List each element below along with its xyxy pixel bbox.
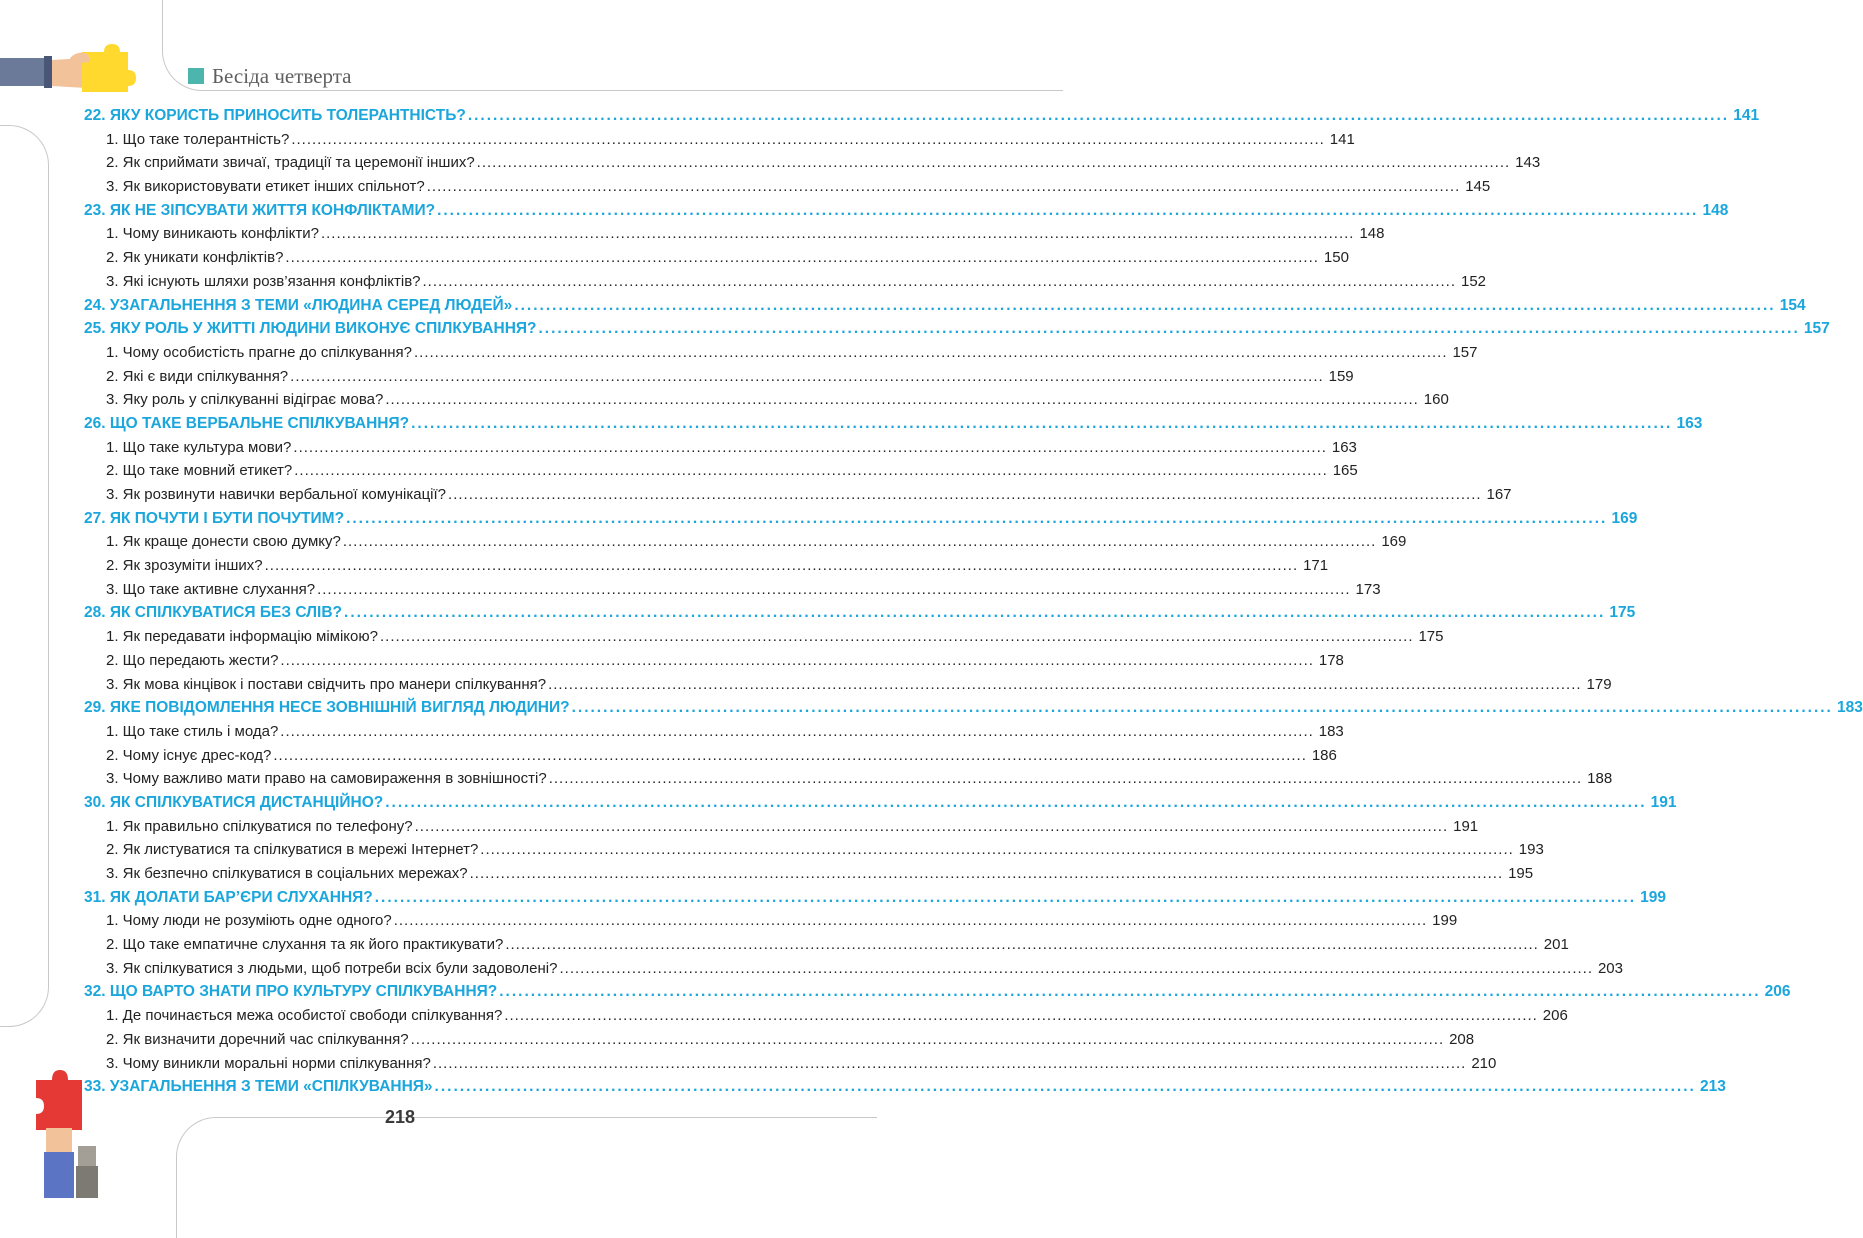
hands-with-red-puzzle-illustration xyxy=(30,1068,110,1198)
toc-entry-title: 33. УЗАГАЛЬНЕННЯ З ТЕМИ «СПІЛКУВАННЯ» xyxy=(84,1078,433,1096)
toc-entry-title: 3. Як використовувати етикет інших спільнот? xyxy=(106,178,425,196)
toc-dot-leader: ........................................................................................................................................................................................................ xyxy=(476,154,1511,172)
toc-entry-title: 3. Що таке активне слухання? xyxy=(106,580,316,598)
yellow-puzzle-piece-icon xyxy=(82,44,136,92)
toc-entry-title: 1. Як краще донести свою думку? xyxy=(106,533,341,551)
toc-page-number: 173 xyxy=(1355,580,1381,598)
toc-entry-title: 2. Чому існує дрес-код? xyxy=(106,746,272,764)
toc-page-number: 183 xyxy=(1836,699,1863,717)
toc-dot-leader: ........................................................................................................................................................................................................ xyxy=(480,841,1514,859)
toc-chapter-row[interactable] xyxy=(84,414,1703,439)
toc-entry-title: 2. Як листуватися та спілкуватися в мережі Інтернет? xyxy=(106,841,479,859)
toc-dot-leader: ........................................................................................................................................................................................................ xyxy=(385,391,1419,409)
toc-page-number: 206 xyxy=(1542,1007,1568,1025)
toc-section-row[interactable] xyxy=(84,486,1512,510)
toc-section-row[interactable] xyxy=(84,912,1458,936)
toc-section-row[interactable] xyxy=(84,628,1444,652)
toc-dot-leader: ........................................................................................................................................................................................................ xyxy=(294,462,1328,480)
toc-dot-leader: ........................................................................................................................................................................................................ xyxy=(504,1007,1538,1025)
toc-page-number: 213 xyxy=(1699,1078,1726,1096)
toc-entry-title: 2. Які є види спілкування? xyxy=(106,367,289,385)
toc-entry-title: 2. Як зрозуміти інших? xyxy=(106,557,263,575)
toc-dot-leader: ........................................................................................................................................................................................................ xyxy=(346,509,1608,527)
toc-dot-leader: ........................................................................................................................................................................................................ xyxy=(548,675,1582,693)
toc-entry-title: 31. ЯК ДОЛАТИ БАР’ЄРИ СЛУХАННЯ? xyxy=(84,888,373,906)
toc-entry-title: 3. Чому виникли моральні норми спілкування? xyxy=(106,1054,431,1072)
header-marker-icon xyxy=(188,68,204,84)
toc-dot-leader: ........................................................................................................................................................................................................ xyxy=(467,107,1730,124)
toc-page-number: 175 xyxy=(1418,628,1444,646)
toc-section-row[interactable] xyxy=(84,391,1449,415)
toc-entry-title: 1. Чому люди не розуміють одне одного? xyxy=(106,912,392,930)
hand-with-puzzle-illustration xyxy=(0,40,140,100)
toc-entry-title: 2. Як уникати конфліктів? xyxy=(106,249,284,267)
toc-page-number: 183 xyxy=(1318,722,1344,740)
toc-page-number: 148 xyxy=(1702,201,1729,219)
toc-section-row[interactable] xyxy=(84,249,1349,273)
toc-dot-leader: ........................................................................................................................................................................................................ xyxy=(571,699,1833,717)
toc-section-row[interactable] xyxy=(84,1054,1497,1079)
toc-entry-title: 26. ЩО ТАКЕ ВЕРБАЛЬНЕ СПІЛКУВАННЯ? xyxy=(84,414,410,432)
table-of-contents xyxy=(84,107,1863,1102)
toc-entry-title: 2. Як сприймати звичаї, традиції та церемонії інших? xyxy=(106,154,475,172)
toc-page-number: 163 xyxy=(1676,414,1703,432)
toc-dot-leader: ........................................................................................................................................................................................................ xyxy=(469,865,1504,882)
toc-page-number: 201 xyxy=(1543,936,1569,954)
toc-entry-title: 23. ЯК НЕ ЗІПСУВАТИ ЖИТТЯ КОНФЛІКТАМИ? xyxy=(84,201,436,219)
toc-entry-title: 27. ЯК ПОЧУТИ І БУТИ ПОЧУТИМ? xyxy=(84,509,345,527)
toc-dot-leader: ........................................................................................................................................................................................................ xyxy=(285,249,1319,267)
toc-dot-leader: ........................................................................................................................................................................................................ xyxy=(548,770,1583,788)
toc-chapter-row[interactable] xyxy=(84,699,1863,723)
sleeve-left xyxy=(44,1152,74,1198)
toc-section-row[interactable] xyxy=(84,770,1613,794)
toc-page-number: 171 xyxy=(1303,557,1329,575)
toc-entry-title: 3. Як спілкуватися з людьми, щоб потреби всіх були задоволені? xyxy=(106,959,558,977)
toc-dot-leader: ........................................................................................................................................................................................................ xyxy=(273,746,1307,764)
toc-page-number: 165 xyxy=(1332,462,1358,480)
toc-chapter-row[interactable] xyxy=(84,793,1677,818)
toc-dot-leader: ........................................................................................................................................................................................................ xyxy=(293,438,1327,456)
toc-page-number: 157 xyxy=(1452,343,1478,361)
toc-section-row[interactable] xyxy=(84,178,1491,202)
toc-chapter-row[interactable] xyxy=(84,888,1667,913)
toc-chapter-row[interactable] xyxy=(84,604,1636,628)
toc-entry-title: 29. ЯКЕ ПОВІДОМЛЕННЯ НЕСЕ ЗОВНІШНІЙ ВИГЛЯД ЛЮДИНИ? xyxy=(84,699,570,717)
toc-entry-title: 3. Як мова кінцівок і постави свідчить про манери спілкування? xyxy=(106,675,547,693)
toc-dot-leader: ........................................................................................................................................................................................................ xyxy=(385,793,1647,811)
toc-page-number: 175 xyxy=(1609,604,1636,622)
toc-section-row[interactable] xyxy=(84,746,1337,771)
toc-section-row[interactable] xyxy=(84,154,1541,178)
toc-section-row[interactable] xyxy=(84,225,1385,249)
toc-page-number: 167 xyxy=(1486,486,1512,503)
toc-section-row[interactable] xyxy=(84,1030,1475,1055)
toc-chapter-row[interactable] xyxy=(84,983,1791,1007)
thumb xyxy=(70,53,90,64)
toc-page-number: 148 xyxy=(1359,225,1385,243)
toc-page-number: 208 xyxy=(1449,1030,1475,1048)
toc-chapter-row[interactable] xyxy=(84,107,1760,131)
toc-entry-title: 22. ЯКУ КОРИСТЬ ПРИНОСИТЬ ТОЛЕРАНТНІСТЬ? xyxy=(84,107,466,124)
toc-page-number: 163 xyxy=(1331,438,1357,456)
toc-entry-title: 3. Які існують шляхи розв’язання конфліктів? xyxy=(106,272,421,290)
toc-dot-leader: ........................................................................................................................................................................................................ xyxy=(414,343,1448,361)
toc-section-row[interactable] xyxy=(84,959,1623,984)
toc-section-row[interactable] xyxy=(84,817,1479,842)
toc-dot-leader: ........................................................................................................................................................................................................ xyxy=(320,225,1355,243)
toc-section-row[interactable] xyxy=(84,651,1344,676)
toc-dot-leader: ........................................................................................................................................................................................................ xyxy=(317,580,1351,598)
toc-page-number: 206 xyxy=(1764,983,1791,1001)
toc-page-number: 159 xyxy=(1328,367,1354,385)
toc-page-number: 154 xyxy=(1779,296,1806,314)
toc-page-number: 195 xyxy=(1508,865,1534,882)
toc-page-number: 199 xyxy=(1432,912,1458,930)
toc-entry-title: 1. Де починається межа особистої свободи спілкування? xyxy=(106,1007,503,1025)
toc-page-number: 145 xyxy=(1465,178,1491,196)
sleeve xyxy=(0,58,48,86)
toc-entry-title: 30. ЯК СПІЛКУВАТИСЯ ДИСТАНЦІЙНО? xyxy=(84,793,384,811)
toc-chapter-row[interactable] xyxy=(84,509,1638,534)
toc-dot-leader: ........................................................................................................................................................................................................ xyxy=(264,557,1299,575)
toc-page-number: 160 xyxy=(1423,391,1449,409)
toc-section-row[interactable] xyxy=(84,580,1381,605)
toc-page-number: 143 xyxy=(1515,154,1541,172)
toc-page-number: 199 xyxy=(1640,888,1667,906)
toc-page-number: 169 xyxy=(1381,533,1407,551)
toc-section-row[interactable] xyxy=(84,675,1612,700)
toc-entry-title: 2. Що таке мовний етикет? xyxy=(106,462,293,480)
toc-dot-leader: ........................................................................................................................................................................................................ xyxy=(290,367,1324,385)
hand-right xyxy=(78,1146,96,1166)
toc-entry-title: 28. ЯК СПІЛКУВАТИСЯ БЕЗ СЛІВ? xyxy=(84,604,343,622)
toc-dot-leader: ........................................................................................................................................................................................................ xyxy=(374,888,1637,906)
toc-section-row[interactable] xyxy=(84,343,1478,368)
toc-dot-leader: ........................................................................................................................................................................................................ xyxy=(280,651,1314,669)
toc-dot-leader: ........................................................................................................................................................................................................ xyxy=(393,912,1428,930)
toc-page-number: 188 xyxy=(1587,770,1613,788)
toc-chapter-row[interactable] xyxy=(84,1078,1726,1102)
toc-dot-leader: ........................................................................................................................................................................................................ xyxy=(280,722,1314,740)
toc-page-number: 193 xyxy=(1518,841,1544,859)
toc-entry-title: 3. Як розвинути навички вербальної комунікації? xyxy=(106,486,447,503)
page-number: 218 xyxy=(384,1107,416,1127)
toc-dot-leader: ........................................................................................................................................................................................................ xyxy=(411,414,1673,432)
toc-page-number: 191 xyxy=(1650,793,1677,811)
toc-page-number: 150 xyxy=(1323,249,1349,267)
toc-page-number: 186 xyxy=(1311,746,1337,764)
toc-section-row[interactable] xyxy=(84,557,1329,581)
toc-dot-leader: ........................................................................................................................................................................................................ xyxy=(448,486,1482,503)
toc-page-number: 203 xyxy=(1597,959,1623,977)
toc-entry-title: 1. Що таке стиль і мода? xyxy=(106,722,279,740)
toc-page-number: 141 xyxy=(1329,130,1355,148)
toc-chapter-row[interactable] xyxy=(84,320,1830,344)
toc-page-number: 169 xyxy=(1611,509,1638,527)
toc-dot-leader: ........................................................................................................................................................................................................ xyxy=(559,959,1593,977)
toc-entry-title: 2. Що таке емпатичне слухання та як його практикувати? xyxy=(106,936,504,954)
toc-dot-leader: ........................................................................................................................................................................................................ xyxy=(291,130,1325,148)
toc-dot-leader: ........................................................................................................................................................................................................ xyxy=(437,201,1699,219)
toc-entry-title: 1. Що таке культура мови? xyxy=(106,438,292,456)
chapter-header-title: Бесіда четверта xyxy=(212,64,352,88)
toc-page-number: 191 xyxy=(1453,817,1479,835)
toc-section-row[interactable] xyxy=(84,533,1407,557)
toc-entry-title: 3. Як безпечно спілкуватися в соціальних мережах? xyxy=(106,865,468,882)
toc-dot-leader: ........................................................................................................................................................................................................ xyxy=(514,296,1776,314)
toc-section-row[interactable] xyxy=(84,272,1487,297)
toc-entry-title: 3. Яку роль у спілкуванні відіграє мова? xyxy=(106,391,384,409)
toc-section-row[interactable] xyxy=(84,130,1355,155)
toc-entry-title: 24. УЗАГАЛЬНЕННЯ З ТЕМИ «ЛЮДИНА СЕРЕД ЛЮДЕЙ» xyxy=(84,296,513,314)
toc-section-row[interactable] xyxy=(84,841,1544,865)
toc-entry-title: 1. Як передавати інформацію мімікою? xyxy=(106,628,378,646)
toc-page-number: 157 xyxy=(1803,320,1830,338)
sleeve-right xyxy=(76,1166,98,1198)
toc-dot-leader: ........................................................................................................................................................................................................ xyxy=(422,272,1457,290)
toc-section-row[interactable] xyxy=(84,722,1344,747)
toc-entry-title: 2. Як визначити доречний час спілкування? xyxy=(106,1030,409,1048)
toc-dot-leader: ........................................................................................................................................................................................................ xyxy=(434,1078,1696,1096)
red-puzzle-piece-icon xyxy=(36,1070,82,1130)
toc-entry-title: 1. Чому виникають конфлікти? xyxy=(106,225,319,243)
toc-section-row[interactable] xyxy=(84,438,1357,463)
toc-page-number: 141 xyxy=(1733,107,1760,124)
side-frame-line xyxy=(0,125,49,1027)
toc-entry-title: 1. Як правильно спілкуватися по телефону? xyxy=(106,817,413,835)
toc-dot-leader: ........................................................................................................................................................................................................ xyxy=(505,936,1539,954)
toc-page-number: 152 xyxy=(1460,272,1487,290)
toc-chapter-row[interactable] xyxy=(84,296,1806,321)
toc-entry-title: 3. Чому важливо мати право на самовираження в зовнішності? xyxy=(106,770,547,788)
toc-dot-leader: ........................................................................................................................................................................................................ xyxy=(410,1030,1445,1048)
toc-page-number: 178 xyxy=(1318,651,1344,669)
toc-entry-title: 2. Що передають жести? xyxy=(106,651,279,669)
toc-dot-leader: ........................................................................................................................................................................................................ xyxy=(426,178,1461,196)
toc-entry-title: 1. Чому особистість прагне до спілкування? xyxy=(106,343,412,361)
toc-dot-leader: ........................................................................................................................................................................................................ xyxy=(414,817,1449,835)
toc-dot-leader: ........................................................................................................................................................................................................ xyxy=(379,628,1414,646)
toc-dot-leader: ........................................................................................................................................................................................................ xyxy=(538,320,1800,338)
hand-left xyxy=(46,1128,72,1152)
footer-frame-line xyxy=(176,1117,877,1238)
toc-section-row[interactable] xyxy=(84,1007,1568,1031)
toc-entry-title: 1. Що таке толерантність? xyxy=(106,130,290,148)
toc-dot-leader: ........................................................................................................................................................................................................ xyxy=(344,604,1606,622)
toc-section-row[interactable] xyxy=(84,865,1534,889)
toc-page-number: 210 xyxy=(1471,1054,1497,1072)
toc-section-row[interactable] xyxy=(84,462,1358,486)
cuff xyxy=(44,56,52,88)
toc-chapter-row[interactable] xyxy=(84,201,1729,226)
toc-dot-leader: ........................................................................................................................................................................................................ xyxy=(432,1054,1467,1072)
toc-section-row[interactable] xyxy=(84,367,1354,392)
toc-entry-title: 25. ЯКУ РОЛЬ У ЖИТТІ ЛЮДИНИ ВИКОНУЄ СПІЛКУВАННЯ? xyxy=(84,320,537,338)
toc-dot-leader: ........................................................................................................................................................................................................ xyxy=(499,983,1761,1001)
toc-page-number: 179 xyxy=(1586,675,1612,693)
toc-section-row[interactable] xyxy=(84,936,1569,960)
toc-dot-leader: ........................................................................................................................................................................................................ xyxy=(342,533,1377,551)
toc-entry-title: 32. ЩО ВАРТО ЗНАТИ ПРО КУЛЬТУРУ СПІЛКУВАННЯ? xyxy=(84,983,498,1001)
